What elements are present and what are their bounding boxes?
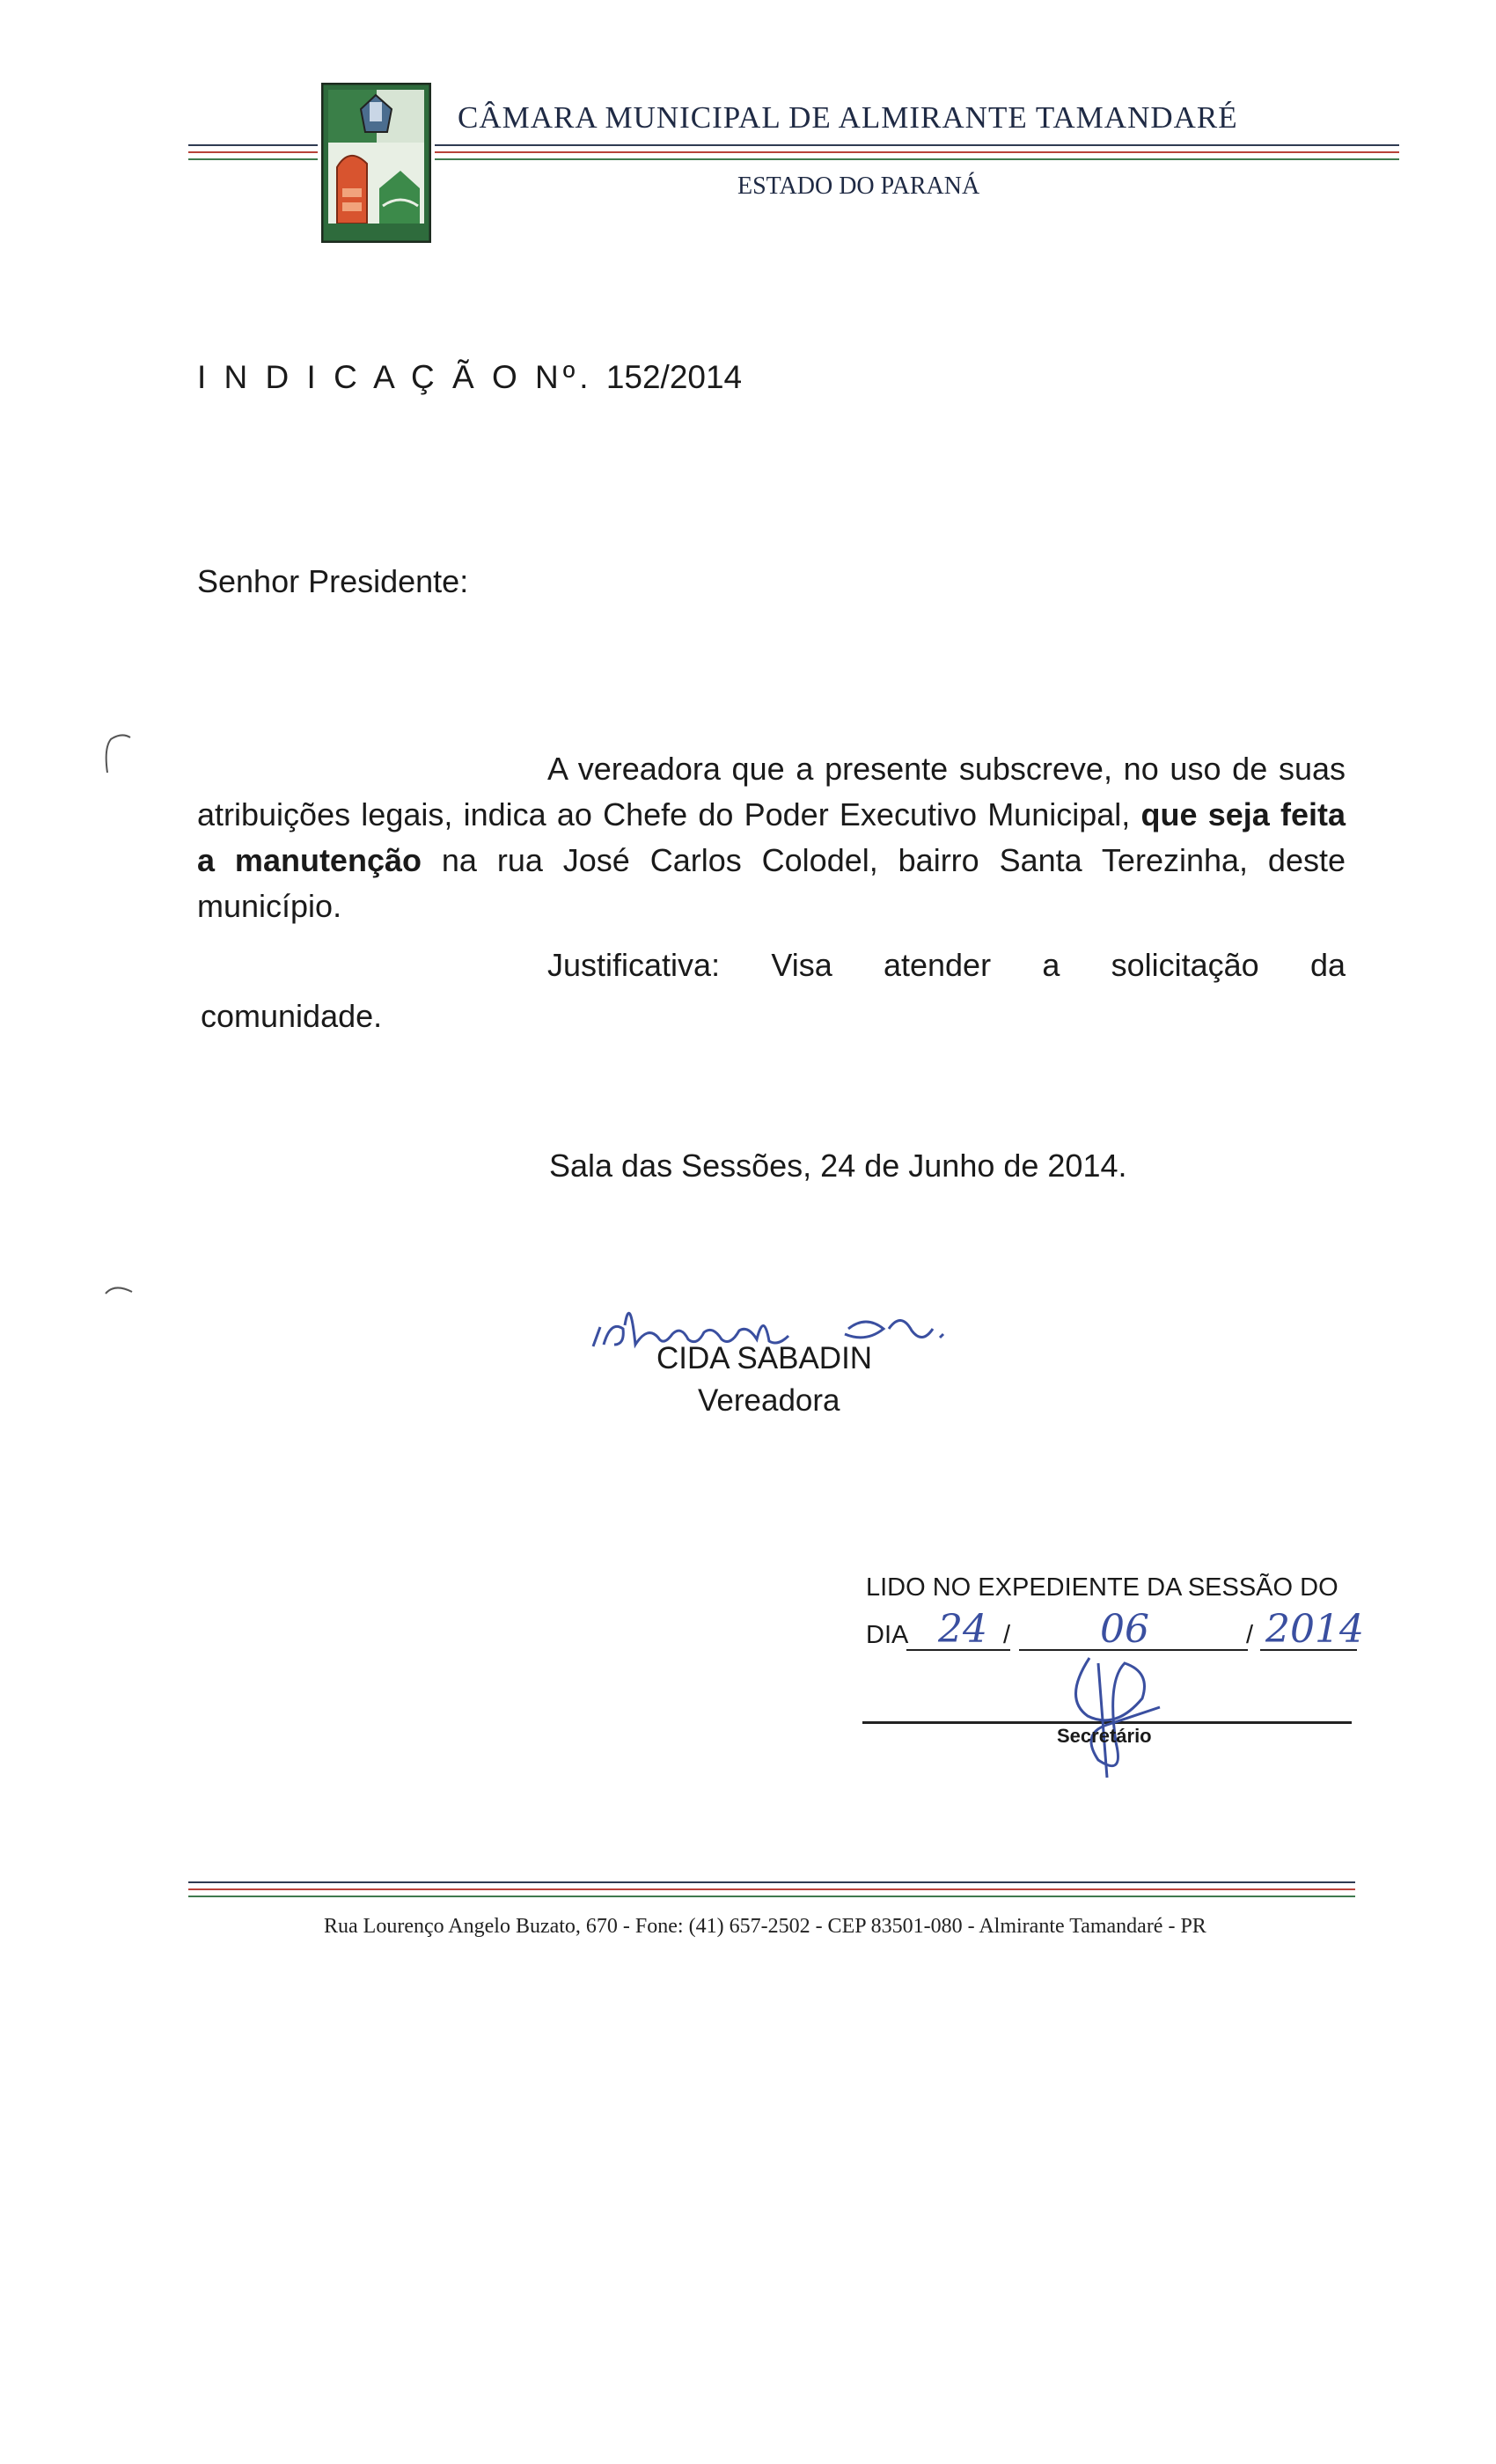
footer-rule [188, 1888, 1355, 1890]
stamp-year-handwritten: 2014 [1265, 1607, 1364, 1652]
body-text-emphasis: que seja feita a manutenção [197, 796, 1346, 878]
secretary-label: Secretário [1057, 1725, 1152, 1747]
place-and-date: Sala das Sessões, 24 de Junho de 2014. [549, 1148, 1127, 1184]
footer-address: Rua Lourenço Angelo Buzato, 670 - Fone: (41) 657-2502 - CEP 83501-080 - Almirante Tamandaré - PR [324, 1915, 1206, 1938]
justification-word: da [1309, 947, 1346, 983]
stamp-separator: / [1246, 1621, 1254, 1649]
body-paragraph [197, 746, 1346, 929]
justification-line [547, 947, 1346, 984]
justification-word: Visa [771, 947, 832, 983]
justification-end: comunidade. [201, 998, 383, 1034]
body-text-part2: na rua José Carlos Colodel, bairro Santa Terezinha, deste município. [197, 842, 1346, 924]
stamp-day-handwritten: 24 [938, 1607, 987, 1652]
blank-margin [0, 2015, 1496, 2464]
punch-hole-mark [102, 730, 137, 774]
body-text-part1: A vereadora que a presente subscreve, no uso de suas atribuições legais, indica ao Chefe do Poder Executivo Municipal, [197, 751, 1346, 832]
punch-hole-mark [102, 1276, 137, 1320]
footer-rule [188, 1896, 1355, 1897]
document-number: 152/2014 [605, 359, 743, 395]
header-rule [188, 151, 318, 153]
stamp-month-handwritten: 06 [1100, 1607, 1149, 1652]
header-rule [188, 158, 318, 160]
header-rule [188, 144, 318, 146]
document-type-label: I N D I C A Ç Ã O Nº. [197, 359, 593, 395]
stamp-dia-label: DIA [866, 1621, 909, 1649]
header-rule [435, 158, 1399, 160]
justification-word: atender [883, 947, 992, 983]
signer-role: Vereadora [698, 1383, 840, 1418]
justification-word: a [1042, 947, 1060, 983]
header-rule [435, 151, 1399, 153]
document-heading [197, 359, 742, 396]
signer-name: CIDA SABADIN [656, 1341, 873, 1375]
chamber-name: CÂMARA MUNICIPAL DE ALMIRANTE TAMANDARÉ [458, 100, 1238, 135]
stamp-separator: / [1003, 1621, 1011, 1649]
state-name: ESTADO DO PARANÁ [737, 172, 980, 200]
footer-rule [188, 1881, 1355, 1883]
justification-word: Justificativa: [547, 947, 721, 983]
municipal-coat-of-arms [321, 83, 431, 243]
header-rule [435, 144, 1399, 146]
document-page [25, 0, 1485, 2015]
justification-word: solicitação [1111, 947, 1259, 983]
stamp-title: LIDO NO EXPEDIENTE DA SESSÃO DO [866, 1573, 1338, 1602]
salutation: Senhor Presidente: [197, 563, 469, 599]
